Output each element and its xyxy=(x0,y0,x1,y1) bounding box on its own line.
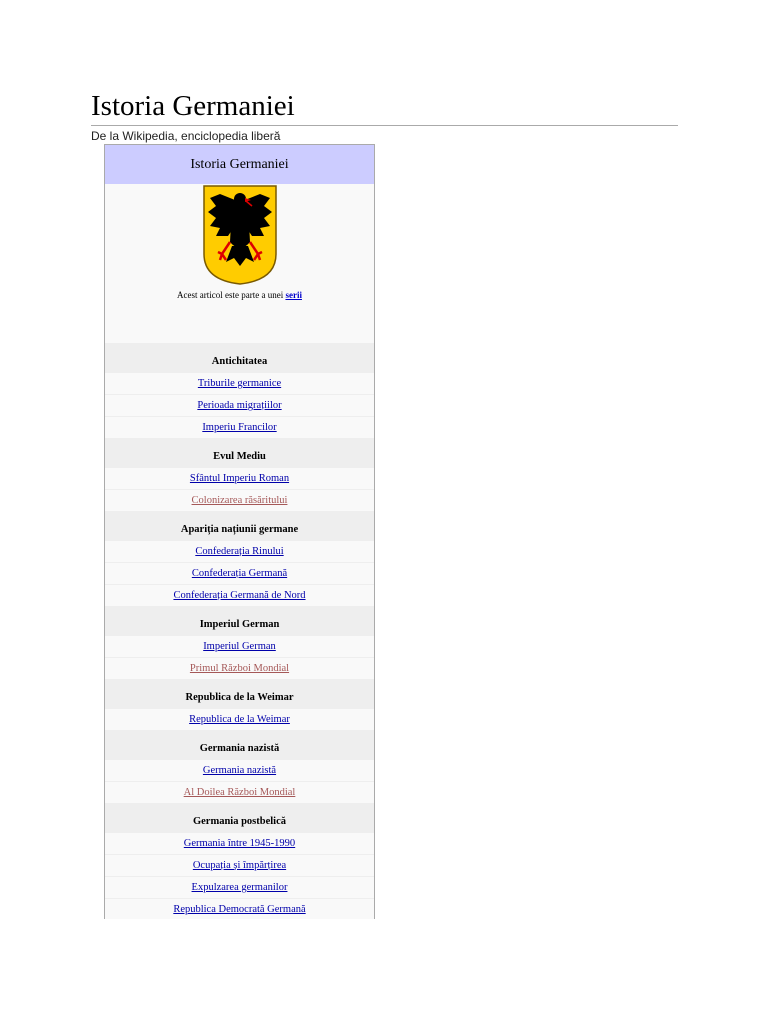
section-heading: Imperiul German xyxy=(105,606,374,635)
infobox-header: Istoria Germaniei xyxy=(105,145,374,184)
infobox-link-row xyxy=(105,394,374,416)
infobox-link[interactable]: Republica de la Weimar xyxy=(189,714,290,725)
infobox-link[interactable]: Triburile germanice xyxy=(197,378,282,389)
infobox-link[interactable]: Ocupația și împărțirea xyxy=(192,860,287,871)
infobox-link[interactable]: Confederația Germană de Nord xyxy=(173,590,306,601)
infobox-link[interactable]: Sfântul Imperiu Roman xyxy=(189,473,290,484)
page-title: Istoria Germaniei xyxy=(91,90,295,122)
infobox-link[interactable]: Republica Democrată Germană xyxy=(173,904,306,915)
infobox-link-row xyxy=(105,540,374,562)
infobox-link-row xyxy=(105,467,374,489)
section-heading: Republica de la Weimar xyxy=(105,679,374,708)
infobox-link-row xyxy=(105,635,374,657)
infobox-link[interactable]: Expulzarea germanilor xyxy=(191,882,288,893)
infobox-link-row xyxy=(105,708,374,730)
infobox-link[interactable]: Germania între 1945-1990 xyxy=(183,838,296,849)
history-infobox xyxy=(104,144,375,919)
series-link[interactable]: serii xyxy=(285,290,302,300)
infobox-sections xyxy=(105,343,374,919)
infobox-link-row xyxy=(105,489,374,511)
series-note xyxy=(105,289,374,333)
infobox-link[interactable]: Imperiul German xyxy=(203,641,276,652)
series-note-text: Acest articol este parte a unei xyxy=(177,290,286,300)
infobox-link[interactable]: Al Doilea Război Mondial xyxy=(183,787,296,798)
infobox-link-row xyxy=(105,372,374,394)
section-heading: Germania postbelică xyxy=(105,803,374,832)
infobox-link-row xyxy=(105,832,374,854)
infobox-link-row xyxy=(105,781,374,803)
infobox-link-row xyxy=(105,854,374,876)
infobox-link[interactable]: Colonizarea răsăritului xyxy=(191,495,288,506)
infobox-link[interactable]: Germania nazistă xyxy=(202,765,277,776)
infobox-link-row xyxy=(105,876,374,898)
infobox-link-row xyxy=(105,657,374,679)
section-heading: Apariția națiunii germane xyxy=(105,511,374,540)
infobox-link[interactable]: Confederația Rinului xyxy=(195,546,284,557)
infobox-link-row xyxy=(105,584,374,606)
section-heading: Evul Mediu xyxy=(105,438,374,467)
infobox-link-row xyxy=(105,759,374,781)
german-eagle-coat-of-arms-icon xyxy=(202,184,278,286)
infobox-link[interactable]: Confederația Germană xyxy=(191,568,288,579)
page-subtitle: De la Wikipedia, enciclopedia liberă xyxy=(91,129,281,143)
infobox-link-row xyxy=(105,416,374,438)
infobox-link-row xyxy=(105,562,374,584)
infobox-link-row xyxy=(105,898,374,919)
title-divider xyxy=(91,125,678,126)
infobox-link[interactable]: Imperiu Francilor xyxy=(202,422,277,433)
infobox-link[interactable]: Primul Război Mondial xyxy=(189,663,290,674)
infobox-link[interactable]: Perioada migrațiilor xyxy=(197,400,282,411)
section-heading: Germania nazistă xyxy=(105,730,374,759)
section-heading: Antichitatea xyxy=(105,343,374,372)
emblem-container xyxy=(105,184,374,289)
